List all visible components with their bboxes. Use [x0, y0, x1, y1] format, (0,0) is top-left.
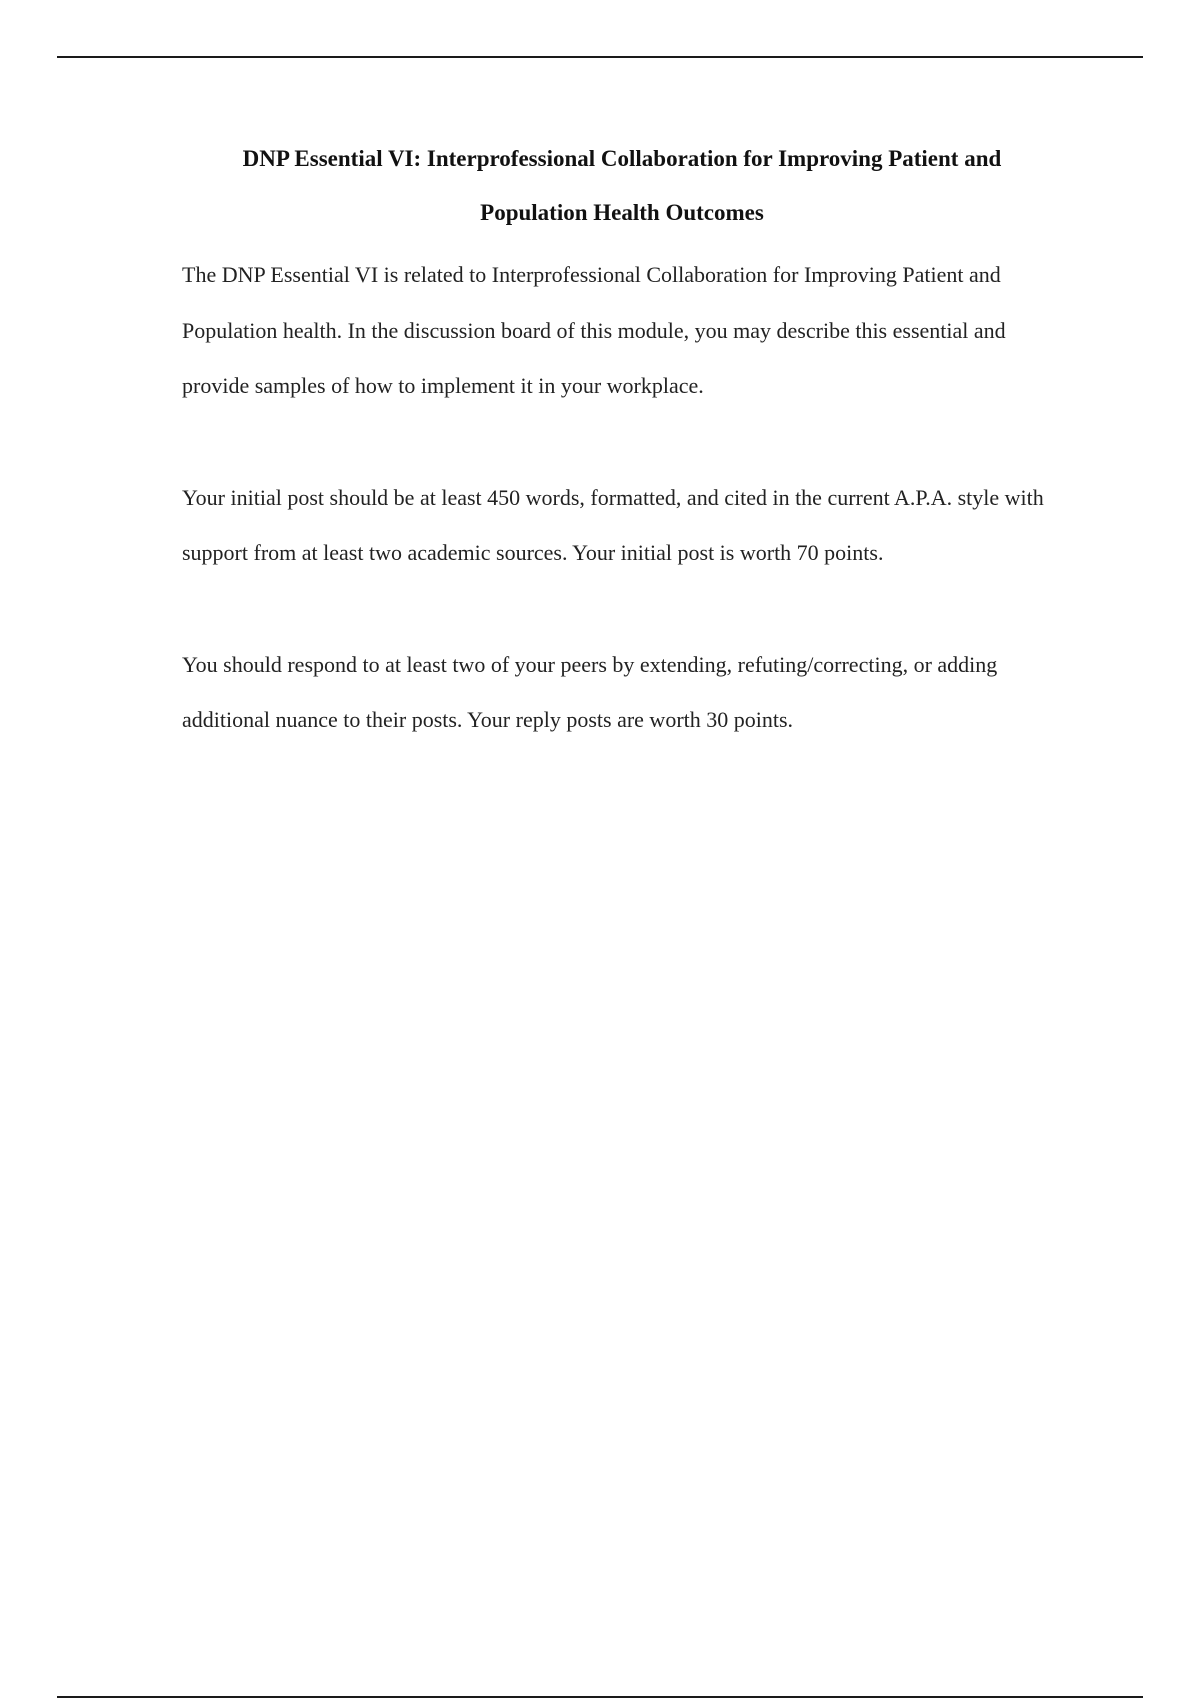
paragraph-initial-post-requirements: Your initial post should be at least 450 words, formatted, and cited in the current A.P.A. style with support from at least two academic sources. Your initial post is worth 70 points. — [182, 484, 1044, 565]
page-top-rule — [57, 56, 1143, 58]
paragraph-reply-requirements: You should respond to at least two of your peers by extending, refuting/correcting, or adding additional nuance to their posts. Your reply posts are worth 30 points. — [182, 651, 998, 732]
page-bottom-rule — [57, 1696, 1143, 1698]
document-body — [182, 132, 1062, 748]
paragraph-essential-description: The DNP Essential VI is related to Interprofessional Collaboration for Improving Patient and Population health. In the discussion board of this module, you may describe this essential and provide samples of how to implement it in your workplace. — [182, 262, 1006, 398]
document-title: DNP Essential VI: Interprofessional Collaboration for Improving Patient and Population Health Outcomes — [242, 146, 1002, 225]
